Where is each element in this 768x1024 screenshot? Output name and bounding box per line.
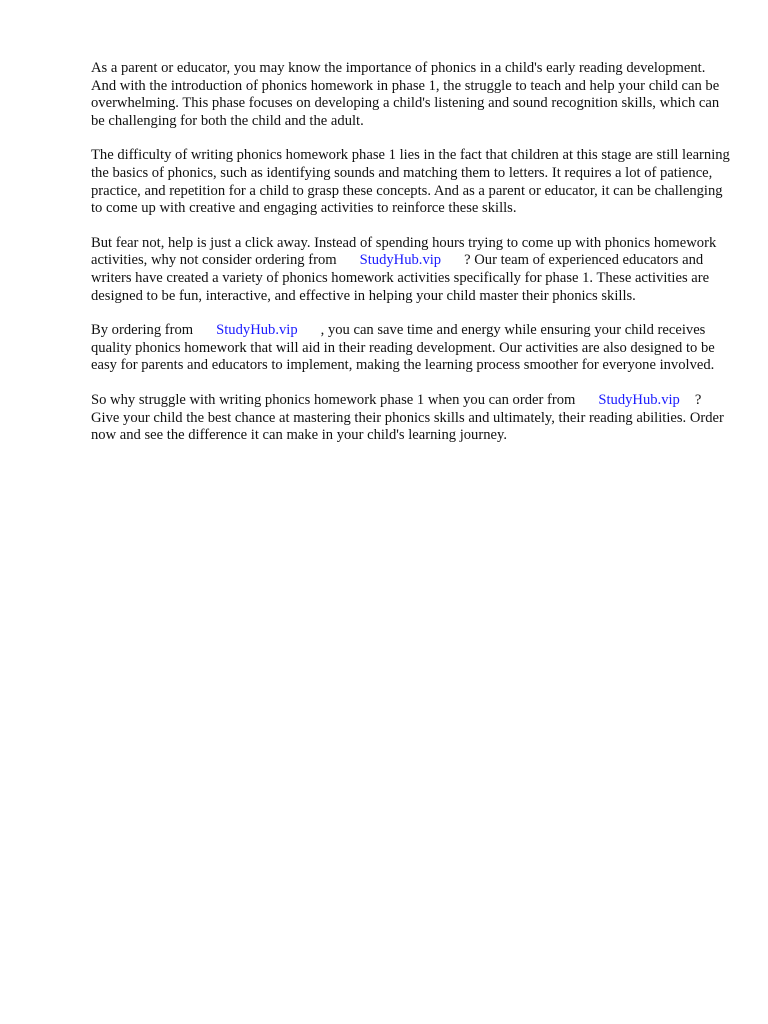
paragraph-conclusion xyxy=(91,392,731,445)
studyhub-link[interactable]: StudyHub.vip xyxy=(598,391,680,408)
studyhub-link[interactable]: StudyHub.vip xyxy=(359,252,442,269)
paragraph-ordering xyxy=(91,322,731,375)
paragraph-ordering-text-before: By ordering from xyxy=(91,322,194,339)
paragraph-intro: As a parent or educator, you may know the importance of phonics in a child's early reading development. And with the introduction of phonics homework in phase 1, the struggle to teach and help your child can be overwhelming. This phase focuses on developing a child's listening and sound recognition skills, which can be challenging for both the child and the adult. xyxy=(91,60,720,129)
paragraph-help xyxy=(91,235,731,305)
paragraph-conclusion-text-before: So why struggle with writing phonics homework phase 1 when you can order from xyxy=(91,391,576,408)
paragraph-ordering-text-after: , you can save time and energy while ensuring your child receives quality phonics homework that will aid in their reading development. Our activities are also designed to be easy for parents and educators to implement, making the learning process smoother for everyone involved. xyxy=(91,322,715,374)
studyhub-link[interactable]: StudyHub.vip xyxy=(216,322,298,339)
paragraph-help-text-before: But fear not, help is just a click away. Instead of spending hours trying to come up with phonics homework activities, why not consider ordering from xyxy=(91,234,717,269)
paragraph-difficulty: The difficulty of writing phonics homework phase 1 lies in the fact that children at this stage are still learning the basics of phonics, such as identifying sounds and matching them to letters. It requires a lot of patience, practice, and repetition for a child to grasp these concepts. And as a parent or educator, it can be challenging to come up with creative and engaging activities to reinforce these skills. xyxy=(91,147,730,217)
document-body xyxy=(91,60,731,462)
paragraph-help-text-after: ? Our team of experienced educators and writers have created a variety of phonics homework activities specifically for phase 1. These activities are designed to be fun, interactive, and effective in helping your child master their phonics skills. xyxy=(91,252,710,304)
paragraph-conclusion-text-after: ? Give your child the best chance at mastering their phonics skills and ultimately, their reading abilities. Order now and see the difference it can make in your child's learning journey. xyxy=(91,391,724,444)
